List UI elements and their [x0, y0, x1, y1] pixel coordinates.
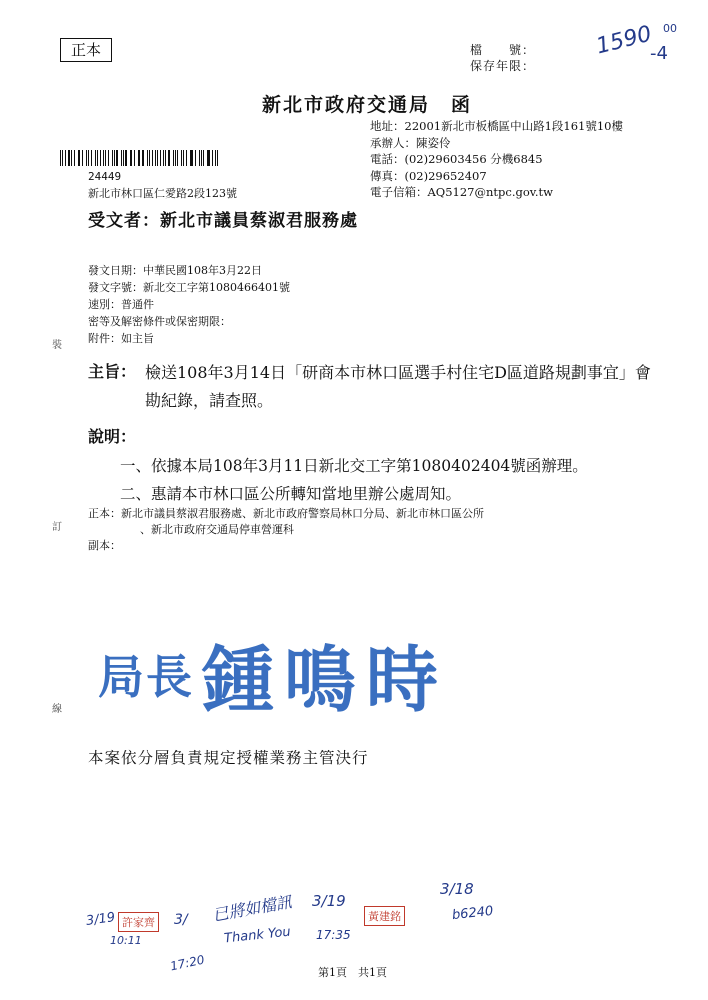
annotation-date: 3/ [174, 912, 188, 928]
retention-label: 保存年限： [470, 59, 536, 73]
annotation-date: 3/19 [85, 910, 117, 929]
delivery-speed: 速別：普通件 [88, 298, 154, 311]
annotation-time: 10:11 [110, 934, 142, 947]
handler-stamp: 黃建銘 [364, 906, 405, 926]
director-seal [98, 622, 448, 726]
annotation-note: 已將如檔訊 [211, 892, 294, 925]
reviewer-stamp: 許家齊 [118, 912, 159, 932]
barcode [60, 150, 220, 166]
margin-mark-bind: 裝 [52, 340, 62, 351]
agency-handler: 承辦人：陳姿伶 [370, 135, 451, 150]
file-info [470, 42, 535, 74]
margin-mark-line: 線 [52, 704, 62, 715]
recipient-name: 受文者：新北市議員蔡淑君服務處 [88, 211, 358, 231]
attachment: 附件：如主旨 [88, 332, 154, 345]
handwritten-number: 1590 [593, 21, 655, 60]
agency-fax: 傳真：(02)29652407 [370, 168, 487, 183]
original-recipients: 正本：新北市議員蔡淑君服務處、新北市政府警察局林口分局、新北市林口區公所 [88, 507, 484, 520]
annotation-time: 17:20 [168, 952, 206, 974]
page-number: 第1頁 共1頁 [318, 966, 387, 979]
security-level: 密等及解密條件或保密期限： [88, 315, 231, 328]
agency-address: 地址：22001新北市板橋區中山路1段161號10樓 [370, 119, 623, 133]
explanation-point: 一、依據本局108年3月11日新北交工字第1080402404號函辦理。 [120, 457, 588, 475]
agency-email: 電子信箱：AQ5127@ntpc.gov.tw [370, 185, 554, 199]
agency-contact [370, 118, 623, 201]
original-recipients-cont: 、新北市政府交通局停車營運科 [140, 523, 294, 536]
explanation-point: 二、惠請本市林口區公所轉知當地里辦公處周知。 [120, 485, 462, 503]
subject-text: 檢送108年3月14日「研商本市林口區選手村住宅D區道路規劃事宜」會勘紀錄，請查照。 [145, 363, 651, 410]
handwritten-mark: -4 [650, 43, 668, 64]
annotation-date: 3/19 [312, 892, 346, 910]
annotation-note: Thank You [223, 924, 292, 947]
handwritten-superscript: 00 [663, 22, 677, 35]
annotation-date: 3/18 [440, 880, 474, 898]
annotation-time: 17:35 [316, 928, 351, 942]
annotation-note: b6240 [451, 903, 495, 924]
copy-type-stamp: 正本 [60, 38, 112, 62]
seal-name: 鍾鳴時 [202, 638, 449, 722]
subject-label: 主旨： [88, 362, 137, 381]
copies [88, 506, 484, 554]
recipient-zip: 24449 [88, 170, 122, 183]
delegation-note: 本案依分層負責規定授權業務主管決行 [88, 749, 369, 767]
agency-title: 新北市政府交通局 函 [262, 94, 473, 116]
agency-phone: 電話：(02)29603456 分機6845 [370, 152, 543, 166]
document-number: 發文字號：新北交工字第1080466401號 [88, 281, 290, 294]
recipient-address: 新北市林口區仁愛路2段123號 [88, 187, 237, 200]
duplicate-recipients: 副本： [88, 539, 121, 552]
explanation-label: 說明： [88, 427, 137, 446]
issue-date: 發文日期：中華民國108年3月22日 [88, 264, 262, 277]
document-meta [88, 262, 290, 347]
seal-title: 局長 [98, 650, 194, 704]
margin-mark-staple: 訂 [52, 522, 62, 533]
file-number-label: 檔 號： [470, 43, 536, 57]
